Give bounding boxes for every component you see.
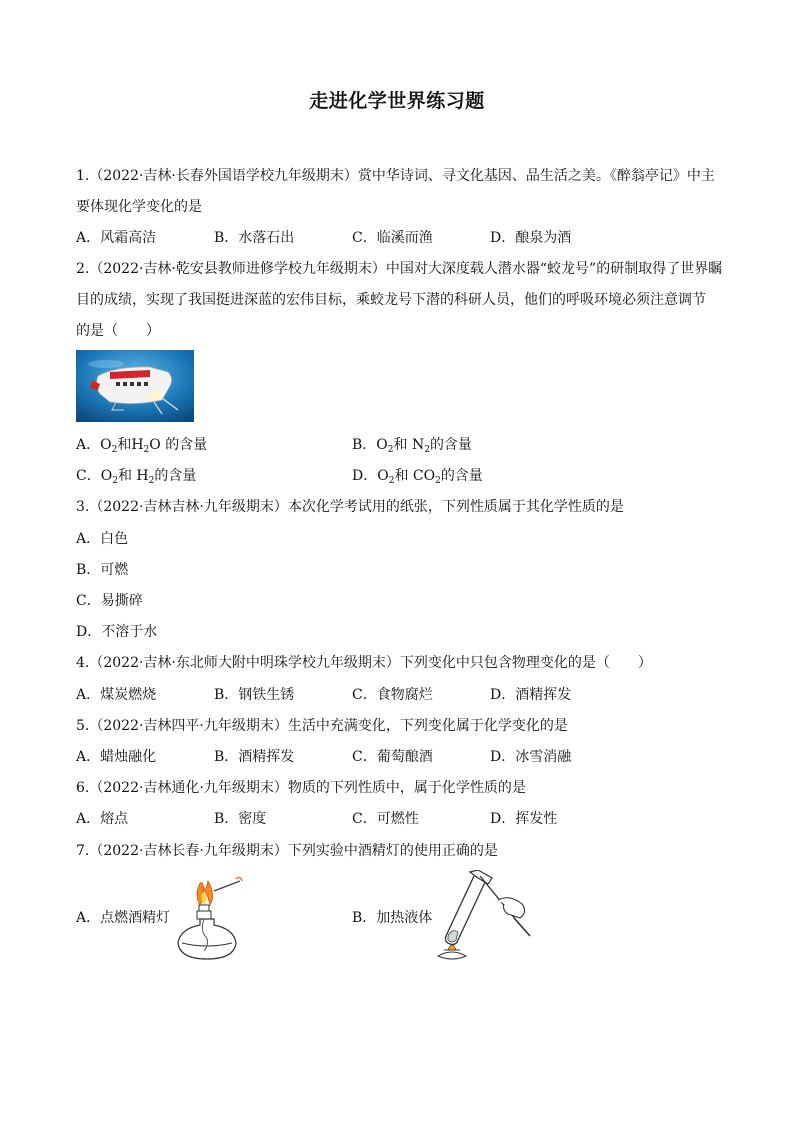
q5-option-c: C．葡萄酿酒	[352, 749, 433, 765]
q2-option-c: C．$O_2$和 $H_2$的含量	[76, 468, 197, 486]
q1-stem-line1: 1.（2022·吉林·长春外国语学校九年级期末）赏中华诗词、寻文化基因、品生活之美。《醉翁亭记》中主	[76, 168, 715, 184]
q7-option-b: B．加热液体	[352, 910, 433, 926]
q1-option-d: D．酿泉为酒	[490, 230, 572, 246]
q3-option-a: A．白色	[76, 531, 129, 547]
q1-stem-line2: 要体现化学变化的是	[76, 199, 202, 215]
q6-stem-line1: 6.（2022·吉林通化·九年级期末）物质的下列性质中，属于化学性质的是	[76, 780, 526, 796]
q4-option-a: A．煤炭燃烧	[76, 687, 157, 703]
q7-option-a: A．点燃酒精灯	[76, 910, 171, 926]
submarine-image	[76, 350, 194, 422]
q2-option-a: A．$O_2$和$H_2O$ 的含量	[76, 437, 208, 455]
q4-option-d: D．酒精挥发	[490, 687, 572, 703]
q7-stem-line1: 7.（2022·吉林长春·九年级期末）下列实验中酒精灯的使用正确的是	[76, 843, 498, 859]
page-title: 走进化学世界练习题	[309, 90, 485, 112]
q6-option-d: D．挥发性	[490, 811, 558, 827]
q2-stem-line2: 目的成绩，实现了我国挺进深蓝的宏伟目标，乘蛟龙号下潜的科研人员，他们的呼吸环境必须注意调节	[76, 292, 706, 308]
test-tube-heating-icon	[434, 870, 534, 962]
q3-stem-line1: 3.（2022·吉林吉林·九年级期末）本次化学考试用的纸张，下列性质属于其化学性质的是	[76, 499, 624, 515]
q3-option-d: D．不溶于水	[76, 624, 158, 640]
q1-option-b: B．水落石出	[214, 230, 295, 246]
q4-option-c: C．食物腐烂	[352, 687, 433, 703]
q5-option-a: A．蜡烛融化	[76, 749, 157, 765]
q2-stem-line1: 2.（2022·吉林·乾安县教师进修学校九年级期末）中国对大深度载人潜水器“蛟龙号”的研制取得了世界瞩	[76, 261, 723, 277]
q3-option-c: C．易撕碎	[76, 593, 143, 609]
q3-option-b: B．可燃	[76, 562, 129, 578]
q1-option-c: C．临溪而渔	[352, 230, 433, 246]
q4-option-b: B．钢铁生锈	[214, 687, 295, 703]
q6-option-b: B．密度	[214, 811, 267, 827]
q5-stem-line1: 5.（2022·吉林四平·九年级期末）生活中充满变化，下列变化属于化学变化的是	[76, 718, 568, 734]
q5-option-d: D．冰雪消融	[490, 749, 572, 765]
q2-option-d: D．$O_2$和 $CO_2$的含量	[352, 468, 483, 486]
q6-option-c: C．可燃性	[352, 811, 419, 827]
q2-stem-line3: 的是（ ）	[76, 323, 160, 339]
q4-stem-line1: 4.（2022·吉林·东北师大附中明珠学校九年级期末）下列变化中只包含物理变化的是（ ）	[76, 655, 652, 671]
q6-option-a: A．熔点	[76, 811, 129, 827]
q2-option-b: B．$O_2$和 $N_2$的含量	[352, 437, 472, 455]
q5-option-b: B．酒精挥发	[214, 749, 295, 765]
q1-option-a: A．风霜高洁	[76, 230, 157, 246]
alcohol-lamp-icon	[170, 875, 244, 963]
